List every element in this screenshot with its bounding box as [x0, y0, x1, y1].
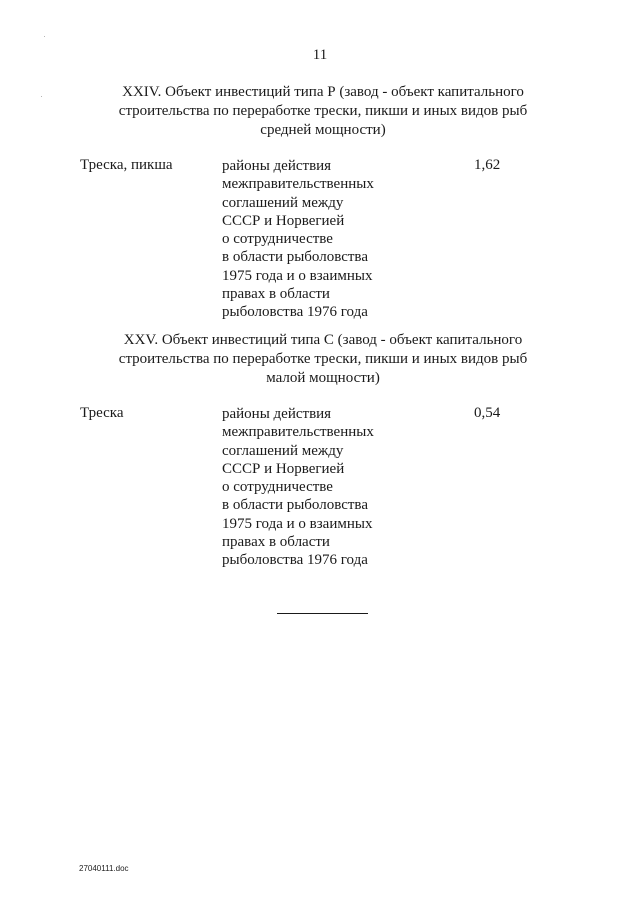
area-line: районы действия: [222, 158, 332, 174]
area-line: районы действия: [222, 406, 332, 422]
area-line: 1975 года и о взаимных: [222, 515, 373, 532]
species-cell: Треска: [80, 405, 124, 421]
area-line: рыболовства 1976 года: [222, 304, 368, 321]
coefficient-value: 0,54: [474, 405, 501, 421]
heading-line: малой мощности): [266, 370, 380, 386]
area-line: межправительственных: [222, 424, 374, 441]
section-heading-xxiv: [100, 83, 546, 140]
footer-file-name: 27040111.doc: [79, 864, 129, 873]
heading-line: XXIV. Объект инвестиций типа Р (завод - объект капитального: [122, 84, 524, 100]
area-line: правах в области: [222, 286, 330, 303]
area-line: правах в области: [222, 534, 330, 551]
area-line: о сотрудничестве: [222, 479, 333, 496]
heading-line: строительства по переработке трески, пикши и иных видов рыб: [118, 103, 528, 119]
heading-line: строительства по переработке трески, пикши и иных видов рыб: [118, 351, 528, 367]
area-line: рыболовства 1976 года: [222, 552, 368, 569]
end-divider: [277, 613, 368, 614]
area-cell: [222, 157, 422, 322]
area-line: соглашений между: [222, 442, 344, 459]
area-line: СССР и Норвегией: [222, 460, 345, 477]
area-line: СССР и Норвегией: [222, 212, 345, 229]
area-line: в области рыболовства: [222, 497, 368, 514]
coefficient-value: 1,62: [474, 157, 501, 173]
heading-line: средней мощности): [260, 122, 386, 138]
section-heading-xxv: [100, 331, 546, 388]
heading-line: XXV. Объект инвестиций типа С (завод - объект капитального: [123, 332, 523, 348]
area-cell: [222, 405, 422, 570]
area-line: межправительственных: [222, 176, 374, 193]
scan-speck: [41, 96, 42, 97]
species-cell: Треска, пикша: [80, 157, 173, 173]
area-line: соглашений между: [222, 194, 344, 211]
scan-speck: [44, 36, 45, 37]
page-number: 11: [312, 47, 328, 63]
area-line: в области рыболовства: [222, 249, 368, 266]
area-line: 1975 года и о взаимных: [222, 267, 373, 284]
area-line: о сотрудничестве: [222, 231, 333, 248]
